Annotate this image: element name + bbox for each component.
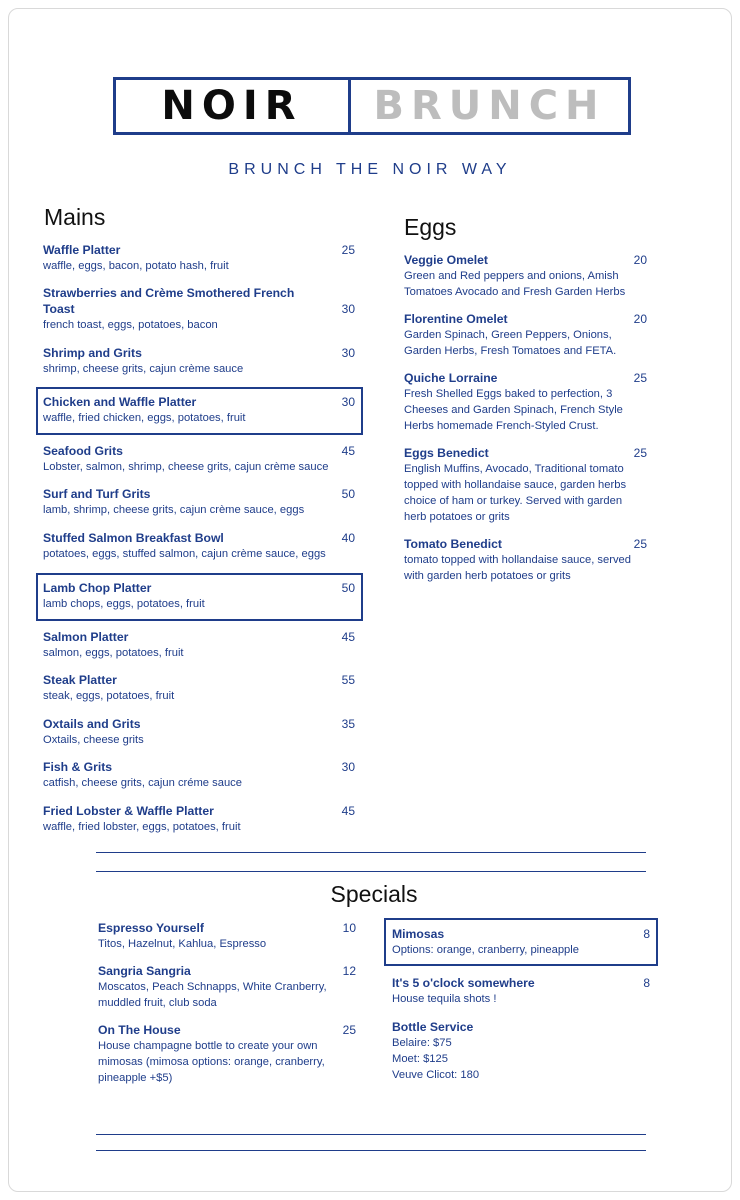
divider-line <box>96 852 646 853</box>
item-desc: House champagne bottle to create your own mimosas (mimosa options: orange, cranberry, pineapple +$5) <box>98 1040 325 1084</box>
menu-item <box>392 1019 650 1083</box>
menu-item <box>43 629 355 661</box>
item-price: 25 <box>341 243 355 257</box>
item-desc: lamb chops, eggs, potatoes, fruit <box>43 598 205 610</box>
item-desc: Belaire: $75 Moet: $125 Veuve Clicot: 180 <box>392 1037 480 1081</box>
item-desc: Green and Red peppers and onions, Amish Tomatoes Avocado and Fresh Garden Herbs <box>404 270 626 298</box>
logo-noir: NOIR <box>116 80 351 132</box>
menu-item <box>404 536 647 584</box>
eggs-title: Eggs <box>404 214 457 240</box>
divider-line <box>96 1150 646 1151</box>
item-desc: lamb, shrimp, cheese grits, cajun crème sauce, eggs <box>43 504 305 516</box>
logo <box>113 77 631 135</box>
item-name: Mimosas <box>392 927 445 941</box>
item-price: 20 <box>633 253 647 267</box>
item-price: 50 <box>341 487 355 501</box>
item-price: 20 <box>633 312 647 326</box>
item-desc: steak, eggs, potatoes, fruit <box>43 690 175 702</box>
item-price: 25 <box>633 371 647 385</box>
item-price: 30 <box>341 346 355 360</box>
item-desc: House tequila shots ! <box>392 993 497 1005</box>
item-price: 8 <box>643 927 650 941</box>
item-name: On The House <box>98 1023 181 1037</box>
menu-item <box>43 443 355 475</box>
item-price: 40 <box>341 531 355 545</box>
item-desc: waffle, eggs, bacon, potato hash, fruit <box>43 260 229 272</box>
item-name: Seafood Grits <box>43 444 123 458</box>
divider-line <box>96 871 646 872</box>
menu-item <box>43 716 355 748</box>
menu-item <box>43 580 355 612</box>
item-name: Fish & Grits <box>43 760 113 774</box>
menu-item <box>98 1022 356 1086</box>
menu-item <box>404 370 647 434</box>
item-name: Veggie Omelet <box>404 253 488 267</box>
item-name: Steak Platter <box>43 673 117 687</box>
item-desc: Lobster, salmon, shrimp, cheese grits, cajun crème sauce <box>43 461 329 473</box>
menu-item <box>43 803 355 835</box>
item-price: 45 <box>341 444 355 458</box>
item-desc: shrimp, cheese grits, cajun crème sauce <box>43 363 244 375</box>
item-desc: salmon, eggs, potatoes, fruit <box>43 647 184 659</box>
menu-item <box>43 285 355 333</box>
menu-item <box>43 242 355 274</box>
menu-item <box>43 530 355 562</box>
item-desc: tomato topped with hollandaise sauce, served with garden herb potatoes or grits <box>404 554 632 582</box>
item-name: Espresso Yourself <box>98 921 204 935</box>
item-name: Waffle Platter <box>43 243 121 257</box>
menu-item <box>43 394 355 426</box>
item-price: 30 <box>341 395 355 409</box>
item-desc: Oxtails, cheese grits <box>43 734 144 746</box>
item-name: Tomato Benedict <box>404 537 502 551</box>
logo-brunch: BRUNCH <box>373 83 606 129</box>
item-name: Surf and Turf Grits <box>43 487 151 501</box>
tagline: BRUNCH THE NOIR WAY <box>228 161 512 178</box>
menu-item <box>404 445 647 525</box>
item-name: Lamb Chop Platter <box>43 581 152 595</box>
item-price: 45 <box>341 804 355 818</box>
item-name: Strawberries and Crème Smothered French Toast <box>43 286 295 316</box>
item-name: Shrimp and Grits <box>43 346 142 360</box>
item-price: 50 <box>341 581 355 595</box>
mains-title: Mains <box>44 204 106 230</box>
divider-line <box>96 1134 646 1135</box>
item-name: Fried Lobster & Waffle Platter <box>43 804 214 818</box>
item-desc: English Muffins, Avocado, Traditional tomato topped with hollandaise sauce, garden herbs choice of ham or turkey. Served with garden herb potatoes or grits <box>404 463 627 523</box>
menu-item <box>392 975 650 1007</box>
menu-item <box>98 920 356 952</box>
menu-item <box>392 926 650 958</box>
menu-item <box>404 311 647 359</box>
item-name: Stuffed Salmon Breakfast Bowl <box>43 531 224 545</box>
specials-title: Specials <box>330 881 418 907</box>
item-desc: Fresh Shelled Eggs baked to perfection, 3 Cheeses and Garden Spinach, French Style Herbs homemade French-Styled Crust. <box>404 388 623 432</box>
menu-item <box>404 252 647 300</box>
item-desc: Options: orange, cranberry, pineapple <box>392 944 579 956</box>
item-name: Oxtails and Grits <box>43 717 141 731</box>
item-name: Florentine Omelet <box>404 312 508 326</box>
item-desc: french toast, eggs, potatoes, bacon <box>43 319 218 331</box>
item-price: 10 <box>342 921 356 935</box>
item-name: Eggs Benedict <box>404 446 489 460</box>
item-name: It's 5 o'clock somewhere <box>392 976 535 990</box>
item-name: Chicken and Waffle Platter <box>43 395 197 409</box>
item-name: Quiche Lorraine <box>404 371 498 385</box>
menu-item <box>43 486 355 518</box>
item-desc: potatoes, eggs, stuffed salmon, cajun crème sauce, eggs <box>43 548 326 560</box>
item-desc: catfish, cheese grits, cajun créme sauce <box>43 777 242 789</box>
item-desc: Garden Spinach, Green Peppers, Onions, Garden Herbs, Fresh Tomatoes and FETA. <box>404 329 617 357</box>
item-price: 55 <box>341 673 355 687</box>
item-price: 30 <box>341 302 355 316</box>
item-desc: waffle, fried chicken, eggs, potatoes, fruit <box>43 412 246 424</box>
item-name: Salmon Platter <box>43 630 129 644</box>
menu-item <box>43 672 355 704</box>
item-price: 8 <box>643 976 650 990</box>
item-price: 25 <box>633 537 647 551</box>
item-price: 12 <box>342 964 356 978</box>
item-desc: Moscatos, Peach Schnapps, White Cranberry, muddled fruit, club soda <box>98 981 327 1009</box>
menu-item <box>43 759 355 791</box>
item-name: Sangria Sangria <box>98 964 191 978</box>
item-price: 45 <box>341 630 355 644</box>
item-name: Bottle Service <box>392 1020 474 1034</box>
menu-item <box>43 345 355 377</box>
item-desc: Titos, Hazelnut, Kahlua, Espresso <box>98 938 267 950</box>
menu-item <box>98 963 356 1011</box>
item-price: 25 <box>633 446 647 460</box>
item-desc: waffle, fried lobster, eggs, potatoes, fruit <box>43 821 241 833</box>
item-price: 25 <box>342 1023 356 1037</box>
item-price: 30 <box>341 760 355 774</box>
item-price: 35 <box>341 717 355 731</box>
